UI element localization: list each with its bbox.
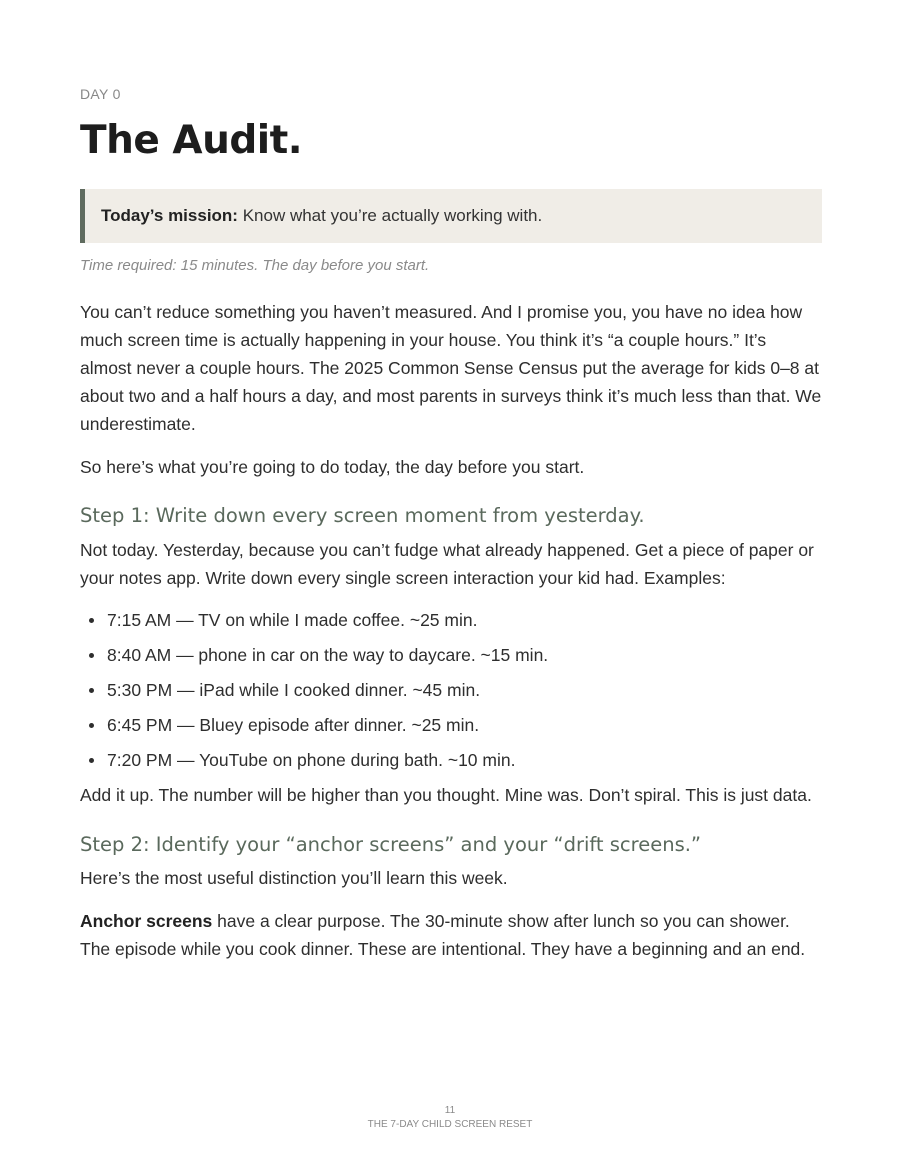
step-1-body: Not today. Yesterday, because you can’t fudge what already happened. Get a piece of paper or your notes app. Write down every single screen interaction your kid had. Examples: [80, 540, 814, 588]
day-label: DAY 0 [80, 86, 121, 102]
page-footer [0, 1104, 900, 1132]
step-2-intro: Here’s the most useful distinction you’ll learn this week. [80, 868, 508, 888]
today-paragraph: So here’s what you’re going to do today, the day before you start. [80, 457, 585, 477]
page-number: 11 [444, 1105, 456, 1116]
list-item: 7:15 AM — TV on while I made coffee. ~25 min. [80, 606, 822, 634]
anchor-screens-paragraph [80, 907, 822, 963]
mission-label: Today’s mission: [101, 206, 238, 225]
step-2-heading: Step 2: Identify your “anchor screens” and your “drift screens.” [80, 833, 702, 856]
intro-paragraph: You can’t reduce something you haven’t measured. And I promise you, you have no idea how much screen time is actually happening in your house. You think it’s “a couple hours.” It’s almost never a couple hours. The 2025 Common Sense Census put the average for kids 0–8 at about two and a half hours a day, and most parents in surveys think it’s much less than that. We underestimate. [80, 302, 822, 434]
mission-callout [80, 189, 822, 243]
list-item: 5:30 PM — iPad while I cooked dinner. ~45 min. [80, 676, 822, 704]
book-title: THE 7-DAY CHILD SCREEN RESET [367, 1119, 533, 1130]
add-it-up-paragraph: Add it up. The number will be higher than you thought. Mine was. Don’t spiral. This is just data. [80, 785, 812, 805]
list-item: 8:40 AM — phone in car on the way to daycare. ~15 min. [80, 641, 822, 669]
anchor-screens-text: have a clear purpose. The 30-minute show after lunch so you can shower. The episode while you cook dinner. These are intentional. They have a beginning and an end. [80, 911, 806, 959]
mission-text: Know what you’re actually working with. [237, 206, 543, 225]
time-required-note: Time required: 15 minutes. The day before you start. [80, 257, 430, 274]
list-item: 7:20 PM — YouTube on phone during bath. ~10 min. [80, 746, 822, 774]
list-item: 6:45 PM — Bluey episode after dinner. ~25 min. [80, 711, 822, 739]
page-content [80, 84, 822, 963]
anchor-screens-term: Anchor screens [80, 911, 213, 931]
page-title: The Audit. [80, 118, 303, 163]
step-1-heading: Step 1: Write down every screen moment from yesterday. [80, 504, 645, 527]
examples-list [80, 606, 822, 774]
